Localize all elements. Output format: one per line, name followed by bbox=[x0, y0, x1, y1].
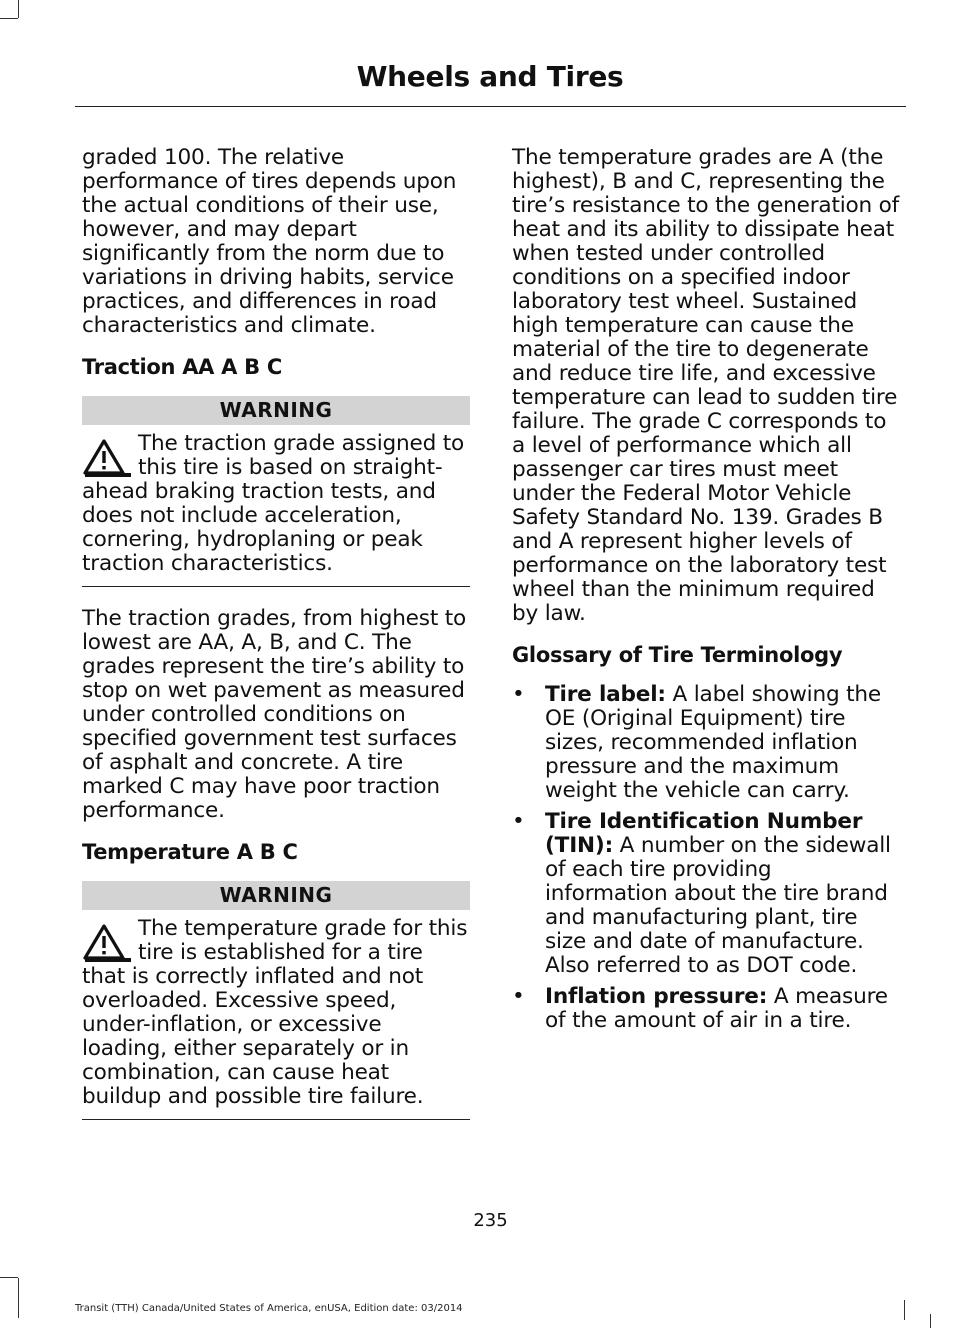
crop-mark bbox=[904, 1300, 905, 1320]
glossary-definition: A measure of the amount of air in a tire. bbox=[545, 984, 888, 1033]
warning-bar: WARNING bbox=[82, 881, 470, 910]
traction-warning bbox=[82, 432, 470, 576]
glossary-term: Inflation pressure: bbox=[545, 984, 768, 1009]
glossary-term: Tire Identification Number (TIN): bbox=[545, 809, 863, 858]
list-item bbox=[512, 810, 900, 978]
bullet: • bbox=[512, 809, 525, 834]
warning-text: The temperature grade for this tire is established for a tire that is correctly inflated and not overloaded. Excessive speed, under-inflation, or excessive loading, either separately or in combination, can cause heat buildup and possible tire failure. bbox=[82, 916, 468, 1109]
temperature-paragraph: The temperature grades are A (the highest), B and C, representing the tire’s resistance to the generation of heat and its ability to dissipate heat when tested under controlled conditions on a specified indoor laboratory test wheel. Sustained high temperature can cause the material of the tire to degenerate and reduce tire life, and excessive temperature can lead to sudden tire failure. The grade C corresponds to a level of performance which all passenger car tires must meet under the Federal Motor Vehicle Safety Standard No. 139. Grades B and A represent higher levels of performance on the laboratory test wheel than the minimum required by law. bbox=[512, 145, 900, 626]
crop-mark bbox=[930, 1314, 931, 1328]
warning-triangle-icon bbox=[82, 923, 134, 963]
left-column bbox=[82, 146, 470, 1120]
list-item bbox=[512, 985, 900, 1033]
temperature-heading: Temperature A B C bbox=[82, 840, 298, 864]
crop-mark bbox=[18, 0, 19, 18]
list-item bbox=[512, 683, 900, 803]
glossary-definition: A label showing the OE (Original Equipment) tire sizes, recommended inflation pressure and the maximum weight the vehicle can carry. bbox=[545, 682, 881, 803]
glossary-definition: A number on the sidewall of each tire providing information about the tire brand and manufacturing plant, tire size and date of manufacture. Also referred to as DOT code. bbox=[545, 833, 891, 978]
glossary-list bbox=[512, 683, 900, 1033]
temperature-warning bbox=[82, 917, 470, 1109]
crop-mark bbox=[0, 18, 18, 19]
glossary-term: Tire label: bbox=[545, 682, 666, 707]
page-title: Wheels and Tires bbox=[356, 60, 624, 93]
warning-rule bbox=[82, 586, 470, 587]
warning-rule bbox=[82, 1119, 470, 1120]
crop-mark bbox=[0, 1277, 18, 1278]
crop-mark bbox=[18, 1278, 19, 1318]
warning-text: The traction grade assigned to this tire is based on straight-ahead braking traction tests, and does not include acceleration, cornering, hydroplaning or peak traction characteristics. bbox=[82, 431, 465, 576]
traction-heading: Traction AA A B C bbox=[82, 355, 282, 379]
title-rule bbox=[75, 106, 906, 107]
bullet: • bbox=[512, 682, 525, 707]
right-column bbox=[512, 146, 900, 1033]
intro-paragraph: graded 100. The relative performance of tires depends upon the actual conditions of their use, however, and may depart significantly from the norm due to variations in driving habits, service practices, and differences in road characteristics and climate. bbox=[82, 145, 457, 338]
traction-paragraph: The traction grades, from highest to lowest are AA, A, B, and C. The grades represent the tire’s ability to stop on wet pavement as measured under controlled conditions on specified government test surfaces of asphalt and concrete. A tire marked C may have poor traction performance. bbox=[82, 606, 467, 823]
warning-triangle-icon bbox=[82, 438, 134, 478]
bullet: • bbox=[512, 984, 525, 1009]
warning-bar: WARNING bbox=[82, 396, 470, 425]
footer-edition: Transit (TTH) Canada/United States of America, enUSA, Edition date: 03/2014 bbox=[75, 1303, 463, 1314]
page-number: 235 bbox=[473, 1210, 508, 1231]
glossary-heading: Glossary of Tire Terminology bbox=[512, 643, 843, 667]
